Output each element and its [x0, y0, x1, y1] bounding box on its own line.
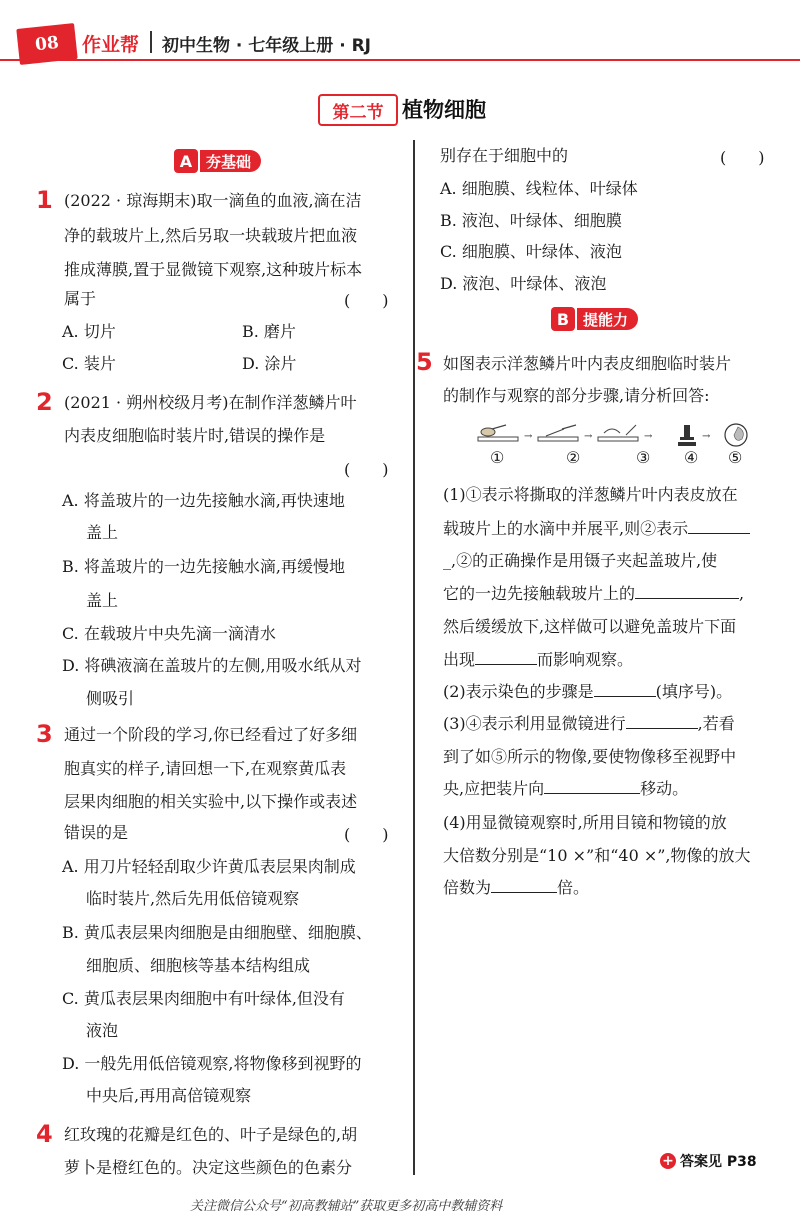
procedure-steps-diagram: [476, 423, 766, 447]
subquestion-text: [443, 877, 589, 899]
part-a-heading: [174, 148, 261, 174]
question-text: 的制作与观察的部分步骤,请分析回答:: [443, 386, 710, 405]
subquestion-text: ,若看: [697, 714, 735, 733]
option: B. 将盖玻片的一边先接触水滴,再缓慢地: [62, 557, 346, 576]
option: 细胞质、细胞核等基本结构组成: [86, 956, 311, 975]
header-divider: [150, 31, 152, 53]
option: 盖上: [86, 591, 119, 610]
step-label: ④: [684, 448, 699, 467]
question-text: 通过一个阶段的学习,你已经看过了好多细: [64, 725, 358, 744]
step-label: ②: [566, 448, 581, 467]
question-number: 5: [416, 348, 433, 376]
subquestion-text: [443, 518, 750, 540]
option: 盖上: [86, 523, 119, 542]
arrow-icon: →: [524, 431, 533, 442]
question-number: 2: [36, 388, 53, 416]
step-label: ⑤: [728, 448, 743, 467]
section-title: 植物细胞: [402, 98, 486, 122]
subquestion-text: (3)④表示利用显微镜进行: [443, 714, 626, 733]
option: A. 将盖玻片的一边先接触水滴,再快速地: [62, 491, 345, 510]
arrow-icon: →: [702, 431, 711, 442]
header-rule: [0, 59, 800, 61]
subquestion-text: [443, 649, 633, 671]
answer-blank[interactable]: [491, 878, 557, 893]
subquestion-text: 出现: [443, 650, 476, 669]
question-text: 内表皮细胞临时装片时,错误的操作是: [64, 426, 326, 445]
subquestion-text: 到了如⑤所示的物像,要使物像移至视野中: [443, 747, 737, 766]
section-badge: 第二节: [318, 94, 398, 126]
option: D. 一般先用低倍镜观察,将物像移到视野的: [62, 1054, 362, 1073]
question-text: 红玫瑰的花瓣是红色的、叶子是绿色的,胡: [64, 1125, 358, 1144]
answer-bracket: ( ): [344, 291, 389, 310]
answer-blank[interactable]: [544, 779, 640, 794]
answer-blank[interactable]: [688, 519, 750, 534]
question-text: 别存在于细胞中的: [440, 146, 569, 165]
plus-icon: +: [660, 1153, 676, 1169]
step3-icon: [598, 425, 638, 441]
subquestion-text: 载玻片上的水滴中并展平,则②表示: [443, 519, 689, 538]
option: 液泡: [86, 1021, 119, 1040]
answer-blank[interactable]: [594, 682, 656, 697]
arrow-icon: →: [644, 431, 653, 442]
option: C. 细胞膜、叶绿体、液泡: [440, 242, 622, 261]
option: 中央后,再用高倍镜观察: [86, 1086, 252, 1105]
question-text: (2022 · 琼海期末)取一滴鱼的血液,滴在洁: [64, 191, 362, 210]
option: 侧吸引: [86, 689, 135, 708]
option: C. 装片: [62, 354, 116, 373]
option: D. 涂片: [242, 354, 297, 373]
question-number: 3: [36, 720, 53, 748]
arrow-icon: →: [584, 431, 593, 442]
answer-reference-label: 答案见 P38: [680, 1154, 757, 1170]
brand-name: 作业帮: [82, 34, 140, 56]
question-text: 净的载玻片上,然后另取一块载玻片把血液: [64, 226, 358, 245]
subquestion-text: (4)用显微镜观察时,所用目镜和物镜的放: [443, 813, 727, 832]
option: B. 黄瓜表层果肉细胞是由细胞壁、细胞膜、: [62, 923, 372, 942]
option: C. 黄瓜表层果肉细胞中有叶绿体,但没有: [62, 989, 345, 1008]
question-text: 层果肉细胞的相关实验中,以下操作或表述: [64, 792, 358, 811]
subquestion-text: [443, 713, 735, 735]
subquestion-text: 大倍数分别是“10 ×”和“40 ×”,物像的放大: [443, 846, 751, 865]
subquestion-text: 它的一边先接触载玻片上的: [443, 584, 636, 603]
field-of-view-icon: [725, 424, 747, 446]
page-number-badge: 08: [16, 23, 77, 65]
step2-icon: [538, 425, 578, 441]
option: D. 将碘液滴在盖玻片的左侧,用吸水纸从对: [62, 656, 362, 675]
book-title: 初中生物 · 七年级上册 · RJ: [162, 36, 372, 56]
option: A. 用刀片轻轻刮取少许黄瓜表层果肉制成: [62, 857, 356, 876]
answer-blank[interactable]: [635, 584, 739, 599]
step-label: ③: [636, 448, 651, 467]
subquestion-text: _,②的正确操作是用镊子夹起盖玻片,使: [443, 551, 718, 570]
option: A. 细胞膜、线粒体、叶绿体: [440, 179, 638, 198]
step-label: ①: [490, 448, 505, 467]
column-divider: [413, 140, 415, 1175]
subquestion-text: (填序号)。: [655, 682, 733, 701]
question-text: 属于: [64, 289, 97, 308]
answer-reference[interactable]: [660, 1150, 757, 1172]
subquestion-text: [443, 681, 732, 703]
answer-bracket: ( ): [720, 148, 765, 167]
question-text: (2021 · 朔州校级月考)在制作洋葱鳞片叶: [64, 393, 357, 412]
subquestion-text: 然后缓缓放下,这样做可以避免盖玻片下面: [443, 617, 737, 636]
subquestion-text: [443, 778, 688, 800]
option: C. 在载玻片中央先滴一滴清水: [62, 624, 276, 643]
part-a-label: 夯基础: [200, 150, 261, 172]
subquestion-text: 倍。: [557, 878, 590, 897]
question-text: 如图表示洋葱鳞片叶内表皮细胞临时装片: [443, 354, 732, 373]
answer-blank[interactable]: [626, 714, 698, 729]
answer-bracket: ( ): [344, 825, 389, 844]
subquestion-text: 移动。: [640, 779, 689, 798]
option: D. 液泡、叶绿体、液泡: [440, 274, 607, 293]
option: B. 磨片: [242, 322, 296, 341]
subquestion-text: (1)①表示将撕取的洋葱鳞片叶内表皮放在: [443, 485, 738, 504]
microscope-icon: [678, 425, 696, 446]
step1-icon: [478, 425, 518, 441]
footer-note: 关注微信公众号“初高教辅站”获取更多初高中教辅资料: [190, 1199, 503, 1214]
question-text: 萝卜是橙红色的。决定这些颜色的色素分: [64, 1158, 353, 1177]
answer-bracket: ( ): [344, 460, 389, 479]
subquestion-text: 它的一边先接触载玻片上的 ,: [443, 584, 745, 603]
option: B. 液泡、叶绿体、细胞膜: [440, 211, 622, 230]
question-text: 错误的是: [64, 823, 129, 842]
answer-blank[interactable]: [475, 650, 537, 665]
part-b-label: 提能力: [577, 308, 638, 330]
part-a-letter: A: [174, 149, 198, 173]
subquestion-text: (2)表示染色的步骤是: [443, 682, 594, 701]
question-text: 推成薄膜,置于显微镜下观察,这种玻片标本: [64, 260, 363, 279]
question-text: 胞真实的样子,请回想一下,在观察黄瓜表: [64, 759, 347, 778]
option: 临时装片,然后先用低倍镜观察: [86, 889, 300, 908]
part-b-heading: [551, 306, 638, 332]
question-number: 1: [36, 186, 53, 214]
subquestion-text: 倍数为: [443, 878, 492, 897]
question-number: 4: [36, 1120, 53, 1148]
option: A. 切片: [62, 322, 116, 341]
subquestion-text: 央,应把装片向: [443, 779, 545, 798]
subquestion-text: 而影响观察。: [537, 650, 634, 669]
part-b-letter: B: [551, 307, 575, 331]
